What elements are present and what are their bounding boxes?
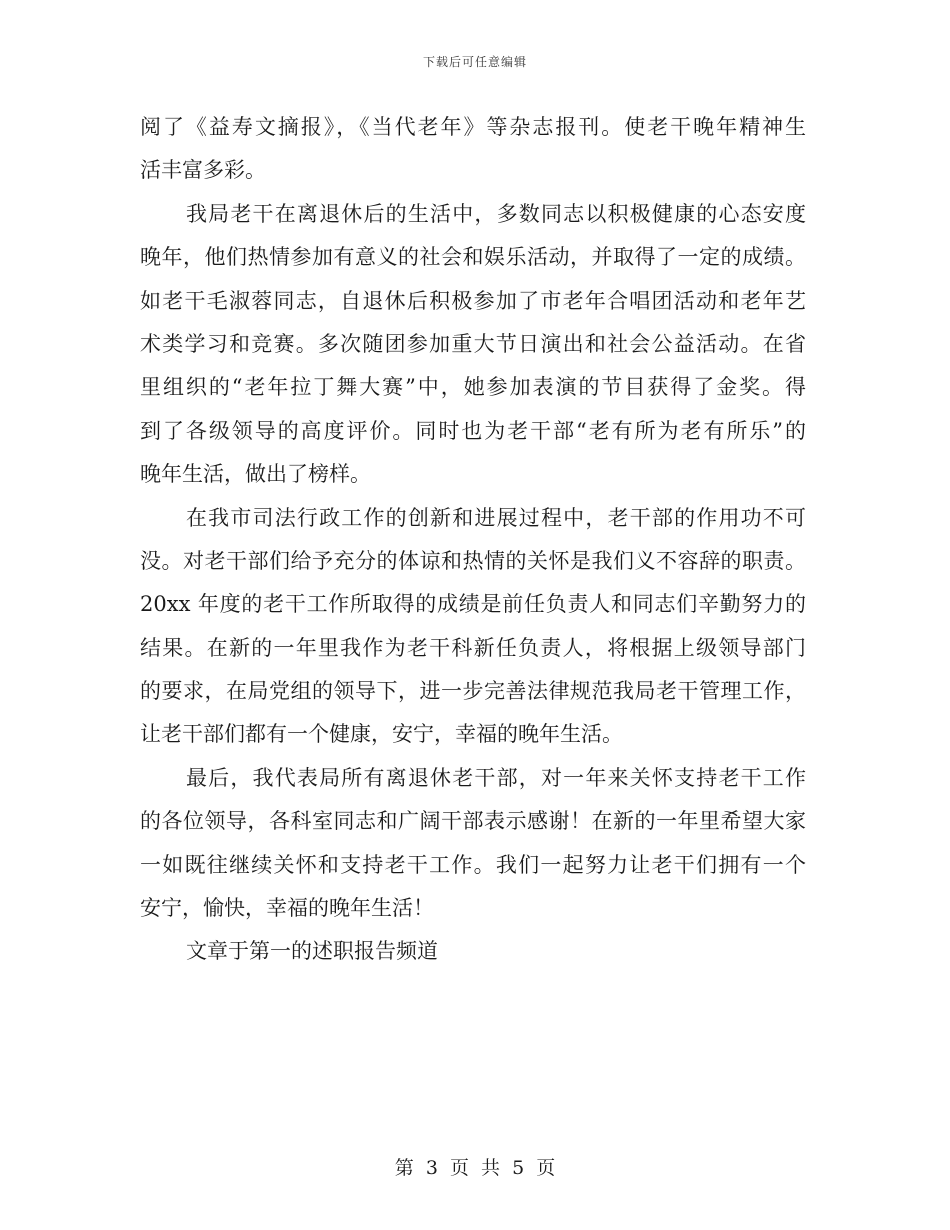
text-line: 20xx 年度的老干工作所取得的成绩是前任负责人和同志们辛勤努力的 — [140, 592, 806, 617]
text-line: 里组织的“老年拉丁舞大赛”中，她参加表演的节目获得了金奖。得 — [140, 375, 806, 400]
total-word: 共 — [481, 1157, 501, 1179]
paragraph — [140, 757, 806, 931]
text-line: 文章于第一的述职报告频道 — [186, 939, 438, 964]
text-line: 在我市司法行政工作的创新和进展过程中，老干部的作用功不可 — [186, 505, 806, 530]
text-line: 阅了《益寿文摘报》，《当代老年》等杂志报刊。使老干晚年精神生 — [140, 115, 806, 139]
text-line: 的各位领导，各科室同志和广阔干部表示感谢！在新的一年里希望大家 — [140, 809, 806, 834]
text-line: 术类学习和竞赛。多次随团参加重大节日演出和社会公益活动。在省 — [140, 331, 806, 356]
text-line: 晚年生活，做出了榜样。 — [140, 462, 371, 487]
text-line: 晚年，他们热情参加有意义的社会和娱乐活动，并取得了一定的成绩。 — [140, 245, 806, 270]
paragraph — [140, 930, 806, 973]
page-suffix: 页 — [536, 1157, 556, 1179]
paragraph — [140, 106, 806, 193]
text-line: 结果。在新的一年里我作为老干科新任负责人，将根据上级领导部门 — [140, 635, 806, 660]
total-pages-number: 5 — [512, 1157, 525, 1179]
page-word: 页 — [449, 1157, 469, 1179]
page-header: 下载后可任意编辑 — [422, 55, 527, 69]
text-line: 最后，我代表局所有离退休老干部，对一年来关怀支持老干工作 — [186, 765, 806, 790]
text-line: 一如既往继续关怀和支持老干工作。我们一起努力让老干们拥有一个 — [140, 852, 806, 877]
text-line: 到了各级领导的高度评价。同时也为老干部“老有所为老有所乐”的 — [140, 418, 806, 443]
document-body — [140, 106, 806, 974]
page-prefix: 第 — [394, 1157, 414, 1179]
text-line: 让老干部们都有一个健康，安宁，幸福的晚年生活。 — [140, 722, 623, 747]
text-line: 没。对老干部们给予充分的体谅和热情的关怀是我们义不容辞的职责。 — [140, 548, 806, 573]
text-line: 我局老干在离退休后的生活中，多数同志以积极健康的心态安度 — [186, 201, 806, 226]
paragraph — [140, 497, 806, 757]
page-footer — [0, 1153, 950, 1180]
text-line: 如老干毛淑蓉同志，自退休后积极参加了市老年合唱团活动和老年艺 — [140, 288, 806, 313]
paragraph — [140, 193, 806, 497]
current-page-number: 3 — [425, 1157, 438, 1179]
text-line: 活丰富多彩。 — [140, 158, 266, 183]
text-line: 的要求，在局党组的领导下，进一步完善法律规范我局老干管理工作， — [140, 679, 806, 704]
text-line: 安宁，愉快，幸福的晚年生活！ — [140, 896, 434, 921]
